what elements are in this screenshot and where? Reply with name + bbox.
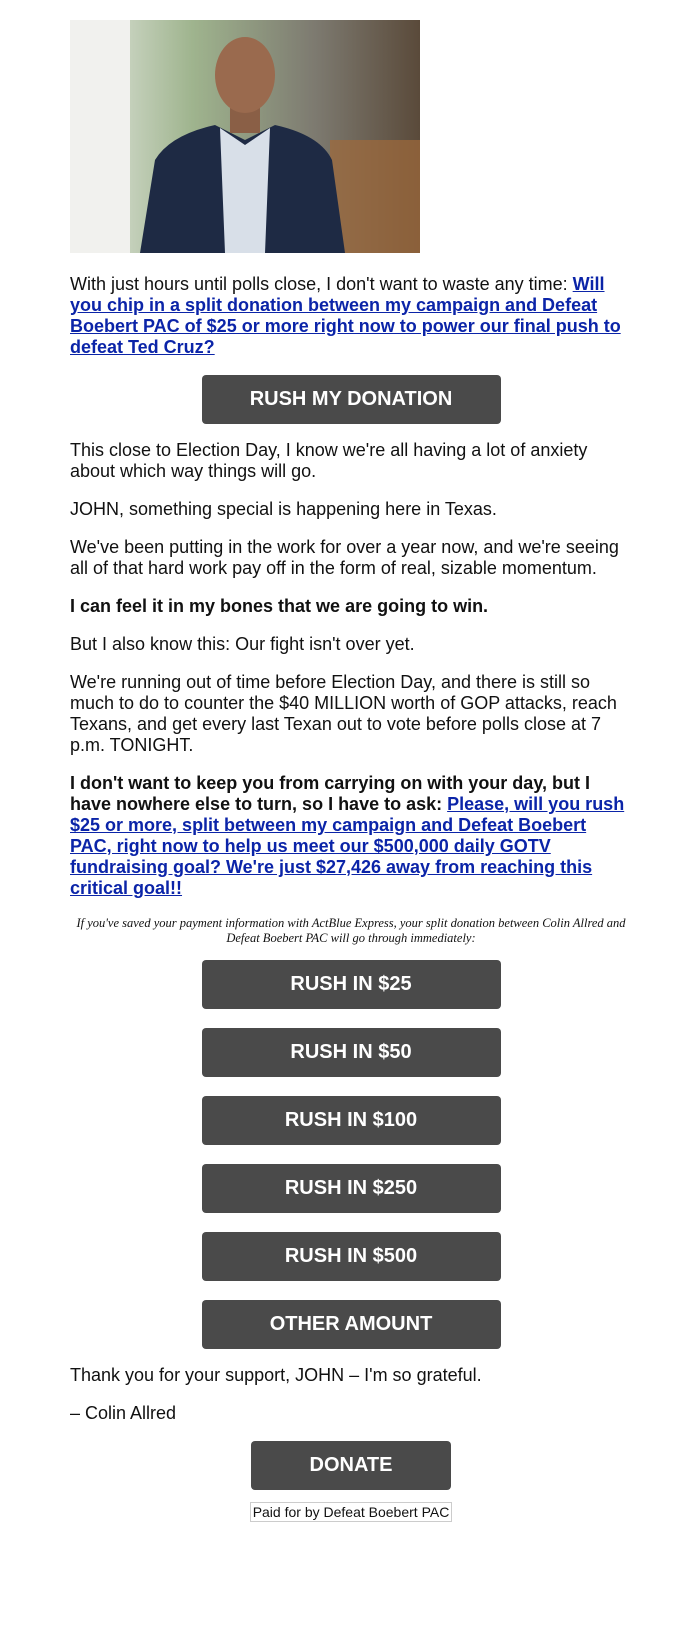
thanks-text: Thank you for your support, JOHN – I'm so grateful.: [70, 1365, 482, 1385]
actblue-note: If you've saved your payment information with ActBlue Express, your split donation between Colin Allred and Defeat Boebert PAC will go through immediately:: [76, 916, 626, 945]
rush-50-button[interactable]: RUSH IN $50: [202, 1028, 501, 1077]
paid-for-disclaimer: Paid for by Defeat Boebert PAC: [250, 1502, 453, 1522]
email-body: [70, 20, 632, 1522]
signature: – Colin Allred: [70, 1403, 177, 1423]
intro-text: With just hours until polls close, I don't want to waste any time:: [70, 274, 573, 294]
donate-button[interactable]: DONATE: [251, 1441, 451, 1490]
paragraph: But I also know this: Our fight isn't over yet.: [70, 634, 415, 654]
rush-100-button[interactable]: RUSH IN $100: [202, 1096, 501, 1145]
paragraph: We've been putting in the work for over a year now, and we're seeing all of that hard work pay off in the form of real, sizable momentum.: [70, 537, 619, 578]
candidate-photo: [70, 20, 420, 253]
rush-250-button[interactable]: RUSH IN $250: [202, 1164, 501, 1213]
ask-text: I don't want to keep you from carrying on with your day, but I have nowhere else to turn, so I have to ask:: [70, 773, 590, 814]
paragraph: This close to Election Day, I know we're all having a lot of anxiety about which way things will go.: [70, 440, 588, 481]
paragraph: JOHN, something special is happening here in Texas.: [70, 499, 497, 519]
rush-25-button[interactable]: RUSH IN $25: [202, 960, 501, 1009]
other-amount-button[interactable]: OTHER AMOUNT: [202, 1300, 501, 1349]
intro-paragraph: [70, 274, 632, 358]
rush-my-donation-button[interactable]: RUSH MY DONATION: [202, 375, 501, 424]
amount-buttons: [70, 960, 632, 1349]
paragraph: We're running out of time before Election Day, and there is still so much to do to counter the $40 MILLION worth of GOP attacks, reach Texans, and get every last Texan out to vote before polls close at 7 p.m. TONIGHT.: [70, 672, 617, 755]
ask-donate-link[interactable]: Please, will you rush $25 or more, split between my campaign and Defeat Boebert PAC, right now to help us meet our $500,000 daily GOTV fundraising goal? We're just $27,426 away from reaching this critical goal!!: [70, 794, 625, 898]
ask-paragraph: [70, 773, 632, 899]
rush-500-button[interactable]: RUSH IN $500: [202, 1232, 501, 1281]
intro-donate-link[interactable]: Will you chip in a split donation between my campaign and Defeat Boebert PAC of $25 or more right now to power our final push to defeat Ted Cruz?: [70, 274, 621, 357]
paragraph-bold: I can feel it in my bones that we are going to win.: [70, 596, 489, 616]
